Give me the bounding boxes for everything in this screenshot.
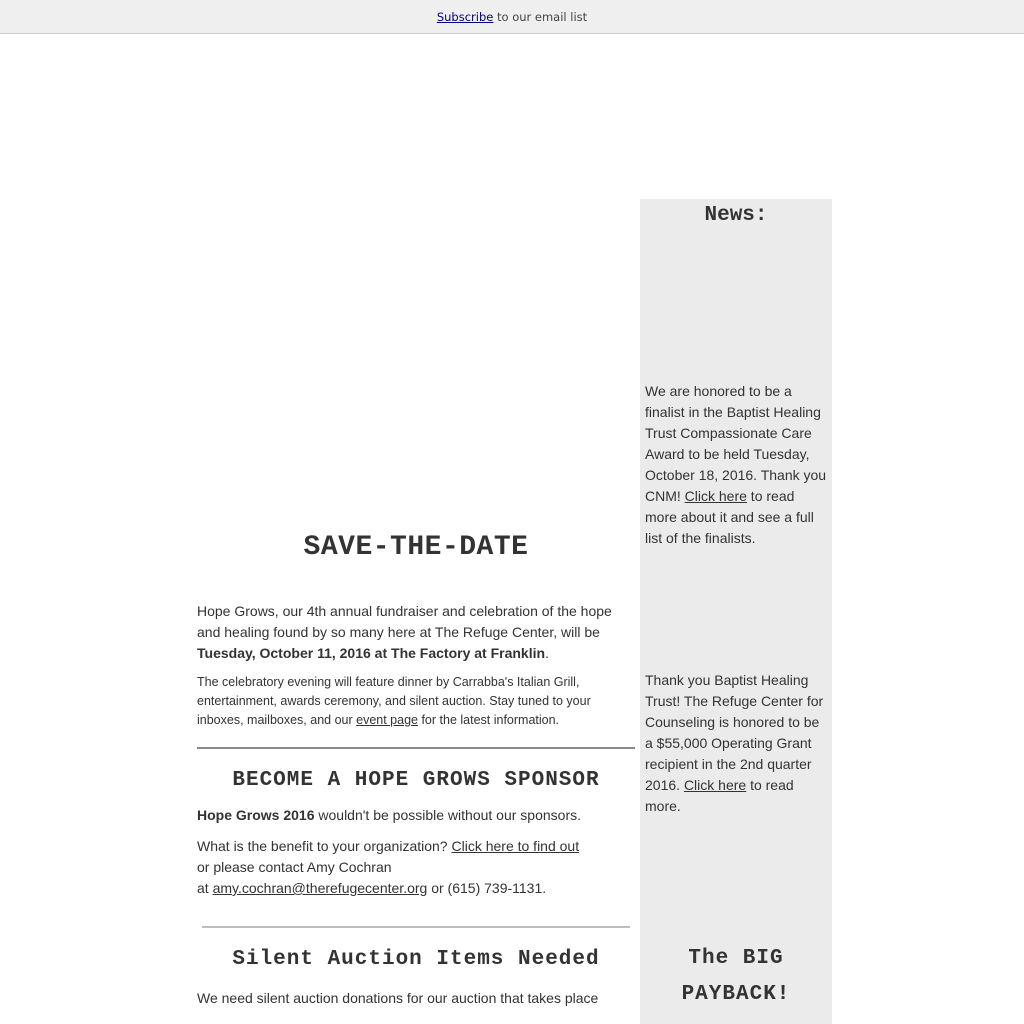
- news1-end: to read more about it and see a full list of the finalists.: [645, 488, 814, 546]
- news2-end: to read more.: [645, 777, 794, 814]
- sponsor-bold: Hope Grows 2016: [197, 807, 315, 823]
- benefit-text: What is the benefit to your organization?: [197, 838, 452, 854]
- hero-image-placeholder: [197, 199, 635, 531]
- subscribe-bar-text: to our email list: [493, 10, 588, 24]
- payback-line-1: The BIG: [688, 947, 784, 970]
- find-out-link[interactable]: Click here to find out: [451, 838, 580, 854]
- payback-line-2: PAYBACK!: [681, 983, 791, 1006]
- contact-line: or please contact Amy Cochran: [197, 859, 392, 875]
- sponsor-heading: BECOME A HOPE GROWS SPONSOR: [232, 769, 600, 792]
- intro-text: Hope Grows, our 4th annual fundraiser and celebration of the hope and healing found by so many here at The Refuge Center, will be: [197, 603, 612, 640]
- news-heading: News:: [704, 204, 768, 227]
- evening-text: The celebratory evening will feature dinner by Carrabba's Italian Grill, entertainment, awards ceremony, and silent auction. Stay tuned to your inboxes, mailboxes, and our: [197, 675, 591, 727]
- news-image-placeholder-3: [640, 817, 832, 941]
- news2-click-here-link[interactable]: Click here: [683, 777, 747, 793]
- big-payback-heading: [640, 941, 832, 1013]
- evening-end: for the latest information.: [417, 713, 560, 727]
- news1-text: We are honored to be a finalist in the Baptist Healing Trust Compassionate Care Award to be held Tuesday, October 18, 2016. Thank you CNM!: [645, 383, 827, 504]
- auction-heading: Silent Auction Items Needed: [232, 948, 600, 971]
- news-image-placeholder-2: [640, 549, 832, 670]
- contact-email-link[interactable]: amy.cochran@therefugecenter.org: [212, 880, 428, 896]
- save-the-date-heading: SAVE-THE-DATE: [303, 532, 529, 563]
- evening-paragraph: [197, 673, 635, 730]
- email-subscribe-bar: [0, 0, 1024, 34]
- section-divider-2: [202, 926, 630, 928]
- subscribe-link[interactable]: Subscribe: [436, 10, 494, 24]
- event-date-bold: Tuesday, October 11, 2016 at The Factory at Franklin: [197, 645, 546, 661]
- news-image-placeholder: [640, 231, 832, 381]
- sponsor-text: wouldn't be possible without our sponsors.: [314, 807, 581, 823]
- news-item-finalist: [640, 381, 832, 549]
- news-sidebar: [640, 199, 832, 1024]
- event-page-link[interactable]: event page: [356, 713, 418, 727]
- main-content: [197, 199, 635, 1009]
- contact-at: at: [197, 880, 213, 896]
- news2-text: Thank you Baptist Healing Trust! The Refuge Center for Counseling is honored to be a $55,000 Operating Grant recipient in the 2nd quarter 2016.: [645, 672, 824, 793]
- news-item-grant: [640, 670, 832, 817]
- intro-end: .: [545, 645, 549, 661]
- news1-click-here-link[interactable]: Click here: [684, 488, 747, 504]
- section-divider: [197, 747, 635, 749]
- sponsor-paragraph: [197, 805, 635, 826]
- contact-phone: or (615) 739-1131.: [427, 880, 547, 896]
- auction-paragraph: We need silent auction donations for our auction that takes place: [197, 990, 599, 1006]
- intro-paragraph: [197, 601, 635, 664]
- benefit-paragraph: [197, 836, 635, 899]
